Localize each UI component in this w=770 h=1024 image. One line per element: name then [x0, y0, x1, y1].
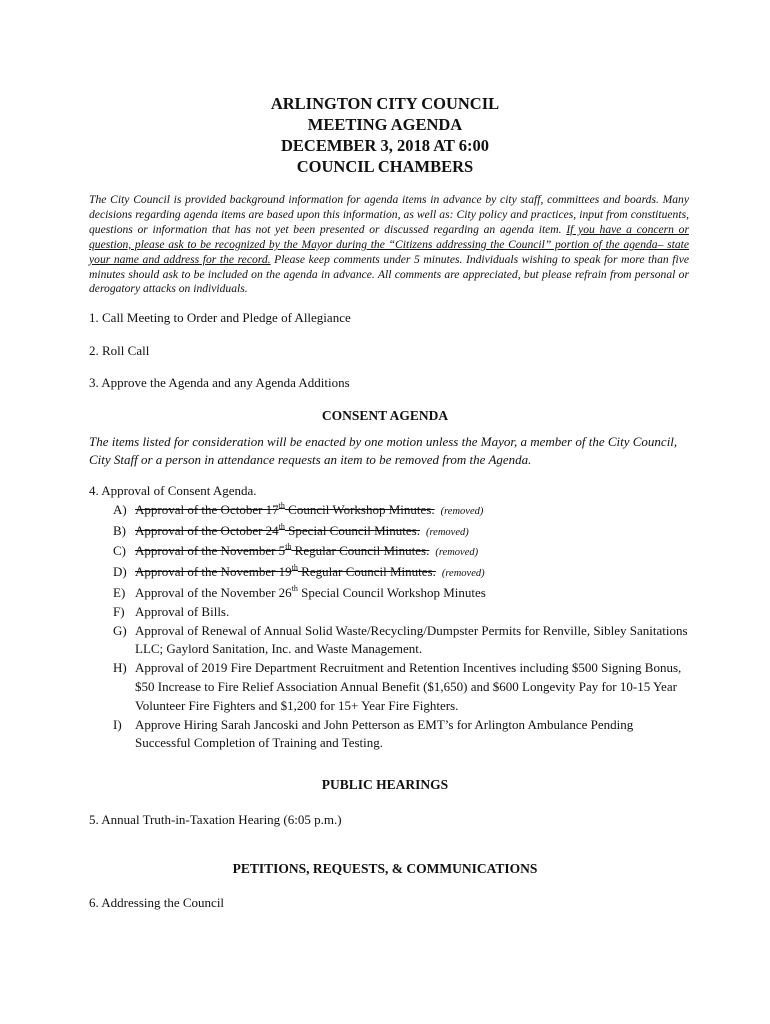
- consent-list: [89, 482, 689, 753]
- consent-item-text-rest: Regular Council Minutes.: [297, 564, 436, 580]
- consent-item: [89, 603, 689, 622]
- consent-item-text-main: Approval of Bills.: [135, 603, 230, 619]
- consent-item-text-main: Approve Hiring Sarah Jancoski and John Petterson as EMT’s for Arlington Ambulance Pending Successful Completion of Training and Testing.: [135, 716, 634, 751]
- consent-item-text-main: Approval of Renewal of Annual Solid Waste/Recycling/Dumpster Permits for Renville, Sibley Sanitations LLC; Gaylord Sanitation, Inc. and Waste Management.: [135, 622, 688, 657]
- consent-item-text: [135, 604, 229, 619]
- petitions-heading: PETITIONS, REQUESTS, & COMMUNICATIONS: [232, 861, 538, 876]
- consent-item: [89, 563, 689, 584]
- ordinal-suffix: th: [278, 500, 285, 510]
- ordinal-suffix: th: [291, 583, 298, 593]
- consent-item-text: [135, 523, 420, 538]
- title-line-council: ARLINGTON CITY COUNCIL: [270, 94, 500, 113]
- intro-underlined-text: If you have a concern or question, please ask to be recognized by the Mayor during the “Citizens addressing the Council” portion of the agenda– state your name and address for the record.: [89, 222, 689, 266]
- consent-item-text-main: Approval of the November 26: [135, 584, 292, 600]
- removed-note: (removed): [441, 568, 485, 580]
- consent-item-text: [135, 543, 429, 558]
- consent-item: [89, 542, 689, 563]
- consent-item-text-rest: Special Council Workshop Minutes: [297, 584, 486, 600]
- ordinal-suffix: th: [291, 563, 298, 573]
- consent-subitems: [89, 501, 689, 753]
- agenda-item-6: 6. Addressing the Council: [89, 895, 225, 910]
- agenda-title: [0, 93, 770, 177]
- title-line-location: COUNCIL CHAMBERS: [296, 157, 474, 176]
- intro-text: The City Council is provided background information for agenda items in advance by city staff, committees and boards. Many decisions regarding agenda items are based upon this information, as well as: City policy and practices, input from constituents, questions or information that has not yet been presented or discussed regarding an agenda item.: [89, 193, 689, 236]
- agenda-item-4: 4. Approval of Consent Agenda.: [89, 483, 257, 498]
- agenda-item-3: 3. Approve the Agenda and any Agenda Additions: [89, 375, 350, 390]
- consent-item: [89, 501, 689, 522]
- consent-item-letter: I): [113, 716, 122, 732]
- consent-item: [89, 716, 689, 754]
- consent-item: [89, 584, 689, 603]
- consent-item-letter: G): [113, 622, 127, 638]
- consent-item-letter: F): [113, 603, 125, 619]
- consent-item-text-main: Approval of 2019 Fire Department Recruitment and Retention Incentives including $500 Signing Bonus, $50 Increase to Fire Relief Association Annual Benefit ($1,650) and $600 Longevity Pay for 10-15 Year Volunteer Fire Fighters and $1,200 for 15+ Year Fire Fighters.: [135, 660, 682, 713]
- consent-item-text: [135, 502, 435, 517]
- ordinal-suffix: th: [278, 521, 285, 531]
- consent-item-text-rest: Special Council Minutes.: [284, 522, 420, 538]
- consent-item-text: [135, 717, 633, 751]
- consent-agenda-heading: CONSENT AGENDA: [321, 408, 449, 423]
- consent-item-letter: H): [113, 660, 127, 676]
- consent-item-text: [135, 564, 436, 579]
- consent-item-letter: B): [113, 522, 126, 538]
- consent-item-text-main: Approval of the November 19: [135, 564, 292, 580]
- consent-item-text-rest: Council Workshop Minutes.: [284, 501, 435, 517]
- consent-item-text-main: Approval of the November 5: [135, 543, 286, 559]
- consent-item-text-main: Approval of the October 17: [135, 501, 279, 517]
- consent-item: [89, 659, 689, 715]
- removed-note: (removed): [440, 505, 484, 517]
- removed-note: (removed): [435, 547, 479, 559]
- consent-item-text-main: Approval of the October 24: [135, 522, 279, 538]
- consent-item-text: [135, 585, 486, 600]
- intro-paragraph: [89, 193, 689, 297]
- consent-item-letter: C): [113, 543, 126, 559]
- consent-item-letter: A): [113, 501, 127, 517]
- removed-note: (removed): [425, 526, 469, 538]
- consent-intro: The items listed for consideration will be enacted by one motion unless the Mayor, a member of the City Council, City Staff or a person in attendance requests an item to be removed from the Agenda.: [89, 434, 678, 467]
- title-line-meeting: MEETING AGENDA: [307, 115, 463, 134]
- agenda-item-2: 2. Roll Call: [89, 343, 150, 358]
- consent-item-text: [135, 623, 688, 657]
- agenda-item-1: 1. Call Meeting to Order and Pledge of Allegiance: [89, 310, 351, 325]
- consent-item: [89, 522, 689, 543]
- intro-closing-text: Please keep comments under 5 minutes. Individuals wishing to speak for more than five minutes should ask to be included on the agenda in advance. All comments are appreciated, but please refrain from personal or derogatory attacks on individuals.: [89, 252, 689, 296]
- public-hearings-heading: PUBLIC HEARINGS: [321, 777, 449, 792]
- consent-item-letter: E): [113, 584, 126, 600]
- consent-item: [89, 622, 689, 660]
- agenda-item-5: 5. Annual Truth-in-Taxation Hearing (6:05 p.m.): [89, 812, 342, 827]
- consent-item-text: [135, 660, 681, 713]
- title-line-date: DECEMBER 3, 2018 AT 6:00: [281, 136, 489, 155]
- ordinal-suffix: th: [285, 542, 292, 552]
- consent-item-letter: D): [113, 564, 127, 580]
- consent-item-text-rest: Regular Council Minutes.: [291, 543, 430, 559]
